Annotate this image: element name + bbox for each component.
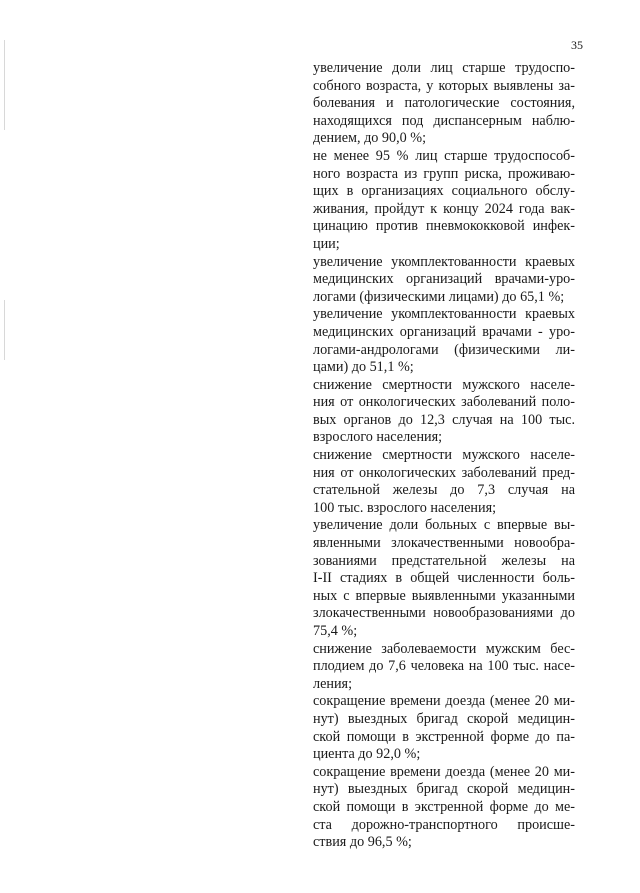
text-line: цами) до 51,1 %; — [313, 359, 414, 376]
text-line: находящихся под диспансерным наблю- — [313, 112, 575, 129]
text-line: стательной железы до 7,3 случая на — [313, 482, 575, 499]
paragraph — [313, 148, 575, 254]
text-line: медицинских организаций врачами - уро- — [313, 323, 575, 340]
text-line: живания, пройдут к концу 2024 года вак- — [313, 200, 575, 217]
page-number: 35 — [571, 38, 583, 52]
text-line: ления; — [313, 675, 353, 692]
text-line: не менее 95 % лиц старше трудоспособ- — [313, 147, 575, 164]
text-line: увеличение доли лиц старше трудоспо- — [313, 60, 575, 76]
text-line: зованиями предстательной железы на — [313, 552, 575, 569]
text-line: снижение заболеваемости мужским бес- — [313, 640, 575, 657]
text-line: I-II стадиях в общей численности боль- — [313, 570, 575, 587]
text-line: болевания и патологические состояния, — [313, 95, 575, 112]
text-line: ного возраста из групп риска, проживаю- — [313, 165, 575, 182]
text-line: увеличение укомплектованности краевых — [313, 253, 575, 270]
text-line: ской помощи в экстренной форме до ме- — [313, 798, 575, 815]
paragraph — [313, 447, 575, 517]
document-body — [313, 60, 575, 852]
paragraph — [313, 254, 575, 307]
text-line: сокращение времени доезда (менее 20 ми- — [313, 763, 575, 780]
text-line: медицинских организаций врачами-уро- — [313, 271, 575, 288]
text-line: цинацию против пневмококковой инфек- — [313, 218, 575, 235]
paragraph — [313, 517, 575, 640]
scan-margin-mark-middle — [4, 300, 5, 360]
text-line: ской помощи в экстренной форме до па- — [313, 728, 575, 745]
text-line: собного возраста, у которых выявлены за- — [313, 77, 575, 94]
text-line: дением, до 90,0 %; — [313, 130, 427, 147]
text-line: злокачественными новообразованиями до — [313, 605, 575, 622]
text-line: ных с впервые выявленными указанными — [313, 587, 575, 604]
text-line: нут) выездных бригад скорой медицин- — [313, 710, 575, 727]
text-line: ции; — [313, 235, 340, 252]
text-line: ста дорожно-транспортного происше- — [313, 816, 575, 833]
scan-margin-mark-top — [4, 40, 5, 130]
text-line: вых органов до 12,3 случая на 100 тыс. — [313, 411, 575, 428]
text-line: ния от онкологических заболеваний пред- — [313, 464, 575, 481]
paragraph — [313, 60, 575, 148]
text-line: ния от онкологических заболеваний поло- — [313, 394, 575, 411]
text-line: циента до 92,0 %; — [313, 746, 421, 763]
text-line: 75,4 %; — [313, 623, 358, 639]
text-line: ствия до 96,5 %; — [313, 834, 412, 851]
paragraph — [313, 693, 575, 763]
text-line: снижение смертности мужского населе- — [313, 447, 575, 464]
text-line: сокращение времени доезда (менее 20 ми- — [313, 693, 575, 710]
text-line: увеличение укомплектованности краевых — [313, 306, 575, 323]
text-line: 100 тыс. взрослого населения; — [313, 499, 497, 516]
paragraph — [313, 377, 575, 447]
paragraph — [313, 764, 575, 852]
paragraph — [313, 306, 575, 376]
text-line: логами (физическими лицами) до 65,1 %; — [313, 288, 565, 305]
text-line: логами-андрологами (физическими ли- — [313, 341, 575, 358]
text-line: явленными злокачественными новообра- — [313, 535, 575, 552]
text-line: нут) выездных бригад скорой медицин- — [313, 781, 575, 798]
text-line: щих в организациях социального обслу- — [313, 183, 575, 200]
text-line: увеличение доли больных с впервые вы- — [313, 517, 575, 534]
paragraph — [313, 641, 575, 694]
text-line: взрослого населения; — [313, 429, 443, 446]
text-line: снижение смертности мужского населе- — [313, 376, 575, 393]
text-line: плодием до 7,6 человека на 100 тыс. насе- — [313, 658, 575, 675]
